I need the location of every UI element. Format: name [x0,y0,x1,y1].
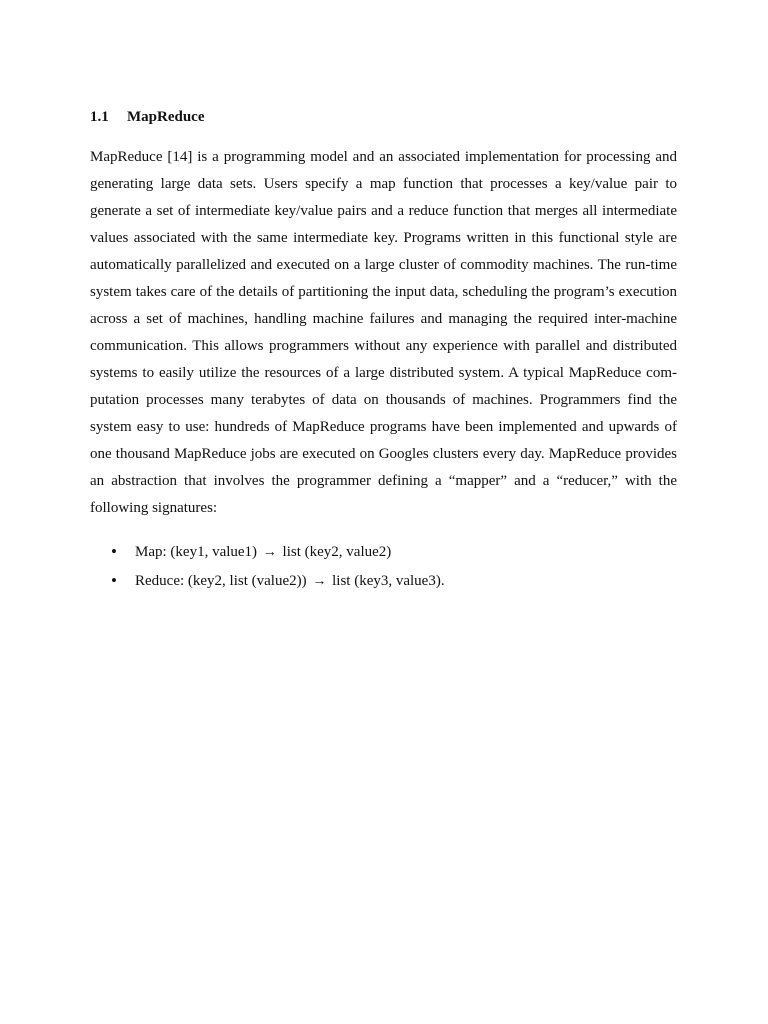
page-content [90,104,677,596]
arrow-icon: → [262,545,277,560]
signature-item-map [90,538,677,567]
body-paragraph: MapReduce [14] is a programming model and an associated implementation for processing and generating large data sets. Users specify a map function that processes a key/value pair to generate a set of intermediate key/value pairs and a reduce function that merges all intermediate values associated with the same intermediate key. Programs written in this functional style are automatically parallelized and executed on a large cluster of commodity machines. The run-time system takes care of the details of partitioning the input data, scheduling the program’s execution across a set of machines, handling machine failures and managing the required inter-machine communication. This allows programmers without any experience with parallel and distributed systems to easily utilize the resources of a large distributed system. A typical MapReduce com-putation processes many terabytes of data on thousands of machines. Programmers find the system easy to use: hundreds of MapReduce programs have been implemented and upwards of one thousand MapReduce jobs are executed on Googles clusters every day. MapReduce provides an abstraction that involves the programmer defining a “mapper” and a “reducer,” with the following signatures: [90,149,677,516]
bullet-icon: • [111,571,117,590]
section-title: MapReduce [127,109,205,125]
signature-list [90,538,677,596]
section-number: 1.1 [90,109,109,125]
signature-lhs: Reduce: (key2, list (value2)) [135,573,307,589]
section-heading [90,104,677,130]
signature-rhs: list (key3, value3). [332,573,445,589]
signature-lhs: Map: (key1, value1) [135,544,258,560]
signature-item-reduce [90,567,677,596]
signature-rhs: list (key2, value2) [282,544,392,560]
bullet-icon: • [111,542,117,561]
arrow-icon: → [312,574,327,589]
